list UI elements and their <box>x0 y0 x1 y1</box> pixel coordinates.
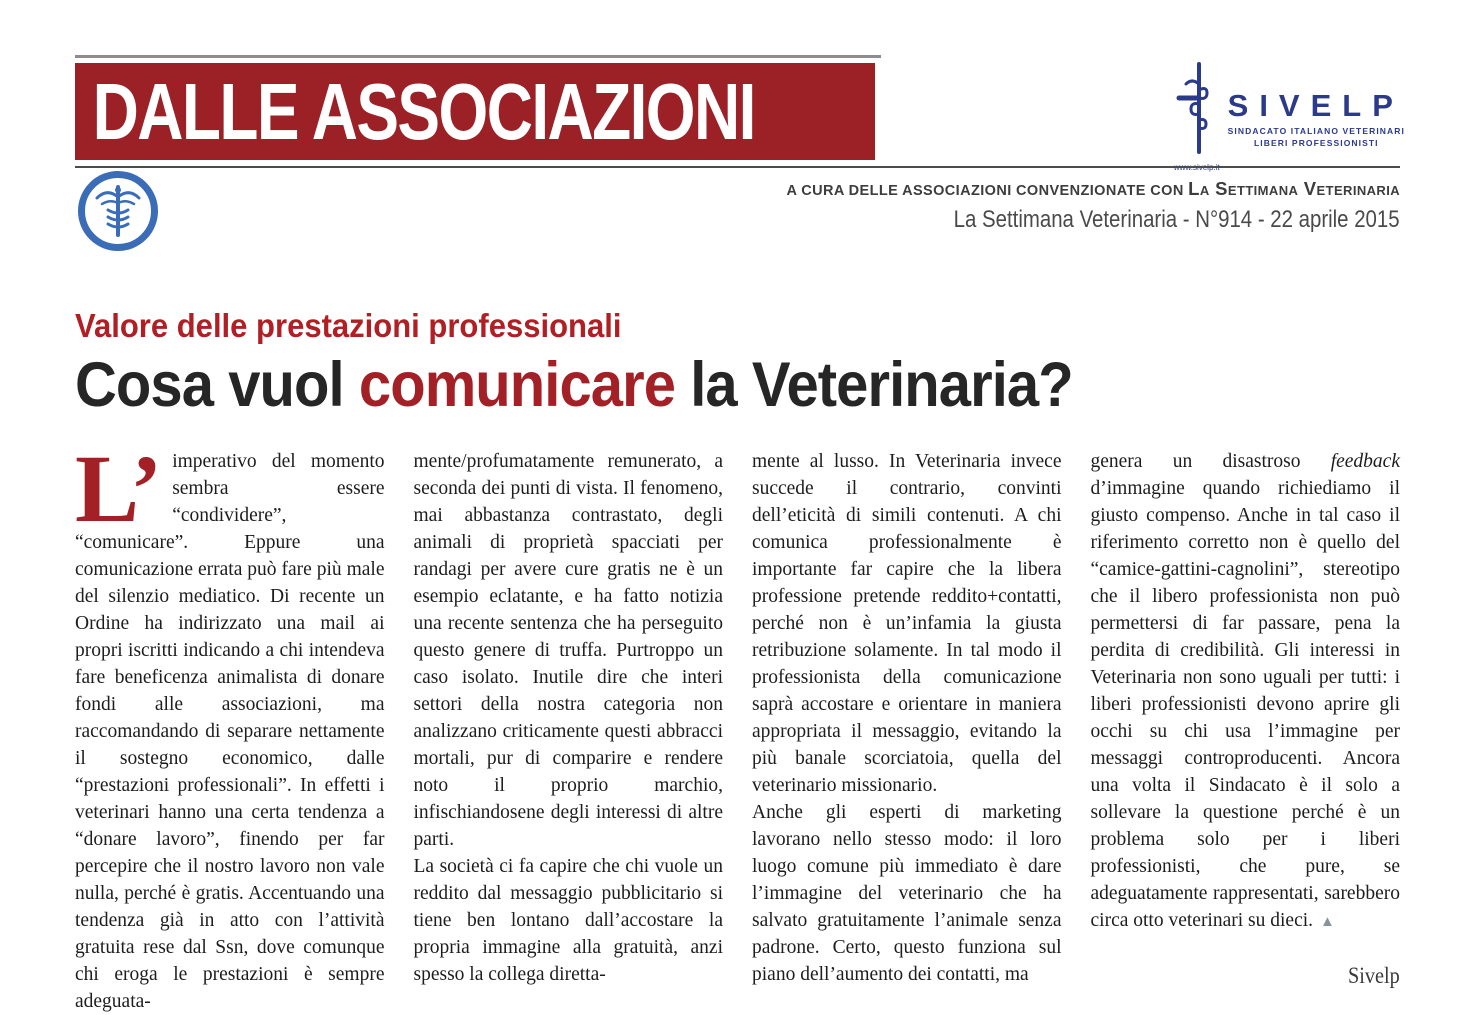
article-title <box>75 350 1400 420</box>
section-title: DALLE ASSOCIAZIONI <box>92 66 755 156</box>
caduceus-badge-icon <box>78 171 158 251</box>
logo-name: SIVELP <box>1227 88 1404 123</box>
article <box>75 306 1400 1015</box>
column-3-paragraph-2: Anche gli esperti di marketing lavorano nello stesso modo: il loro luogo comune più immediato è dare l’immagine del veterinario che ha salvato gratuitamente l’animale senza padrone. Certo, questo funziona sul piano dell’aumento dei contatti, ma <box>752 802 1062 985</box>
issue-line-wrap <box>875 206 1400 234</box>
article-kicker: Valore delle prestazioni professionali <box>75 307 622 344</box>
column-2 <box>414 448 724 1015</box>
article-columns <box>75 435 1400 1015</box>
column-1-text: imperativo del momento sembra essere “condividere”, “comunicare”. Eppure una comunicazione errata può fare più male del silenzio mediatico. Di recente un Ordine ha indirizzato una mail ai propri iscritti indicando a chi intendeva fare beneficenza animalista di donare fondi alle associazioni, ma raccomandando di separare nettamente il sostegno economico, dalle “prestazioni professionali”. In effetti i veterinari hanno una certa tendenza a “donare lavoro”, finendo per far percepire che il nostro lavoro non vale nulla, perché è gratis. Accentuando una tendenza già in atto con l’attività gratuita rese dal Ssn, dove comunque chi eroga le prestazioni è sempre adeguata- <box>75 451 385 1012</box>
column-4-text-pre: genera un disastroso <box>1090 451 1331 472</box>
column-3 <box>752 448 1062 1015</box>
title-accent: comunicare <box>358 350 676 420</box>
article-signature: Sivelp <box>1348 963 1400 988</box>
column-2-paragraph-1: mente/profumatamente remunerato, a seconda dei punti di vista. Il fenomeno, mai abbastanza contrastato, degli animali di proprietà spacciati per randagi per avere cure gratis ne è un esempio eclatante, e ha fatto notizia una recente sentenza che ha perseguito questo genere di truffa. Purtroppo un caso isolato. Inutile dire che interi settori della nostra categoria non analizzano criticamente questi abbracci mortali, pur di comparire e rendere noto il proprio marchio, infischiandosene degli interessi di altre parti. <box>413 451 723 850</box>
column-1 <box>75 435 385 1015</box>
column-4 <box>1091 448 1401 1015</box>
sivelp-logo-mark <box>1174 60 1220 172</box>
dropcap: L’ <box>75 435 163 542</box>
sivelp-logo-text <box>1228 60 1405 172</box>
logo-subtitle-1: SINDACATO ITALIANO VETERINARI <box>1227 126 1405 136</box>
column-4-paragraph <box>1091 448 1401 936</box>
logo-subtitle-2: LIBERI PROFESSIONISTI <box>1254 138 1379 148</box>
caduceus-icon <box>1176 60 1218 161</box>
tagline-prefix: A CURA DELLE ASSOCIAZIONI CONVENZIONATE CON <box>786 183 1189 199</box>
column-4-italic-word: feedback <box>1330 451 1400 472</box>
end-of-article-mark: ▲ <box>1320 914 1335 930</box>
tagline <box>787 178 1400 200</box>
sivelp-logo <box>1174 60 1405 172</box>
issue-line: La Settimana Veterinaria - N°914 - 22 aprile 2015 <box>954 206 1400 233</box>
header-rule <box>75 166 1400 168</box>
column-3-paragraph-1: mente al lusso. In Veterinaria invece succede il contrario, convinti dell’eticità di simili contenuti. A chi comunica professionalmente è importante far capire che la libera professione pretende reddito+contatti, perché non è un’infamia la giusta retribuzione solamente. In tal modo il professionista della comunicazione saprà accostare e orientare in maniera appropriata il messaggio, evitando la più banale scorciatoia, quella del veterinario missionario. <box>752 451 1062 796</box>
column-2-paragraph-2: La società ci fa capire che chi vuole un reddito dal messaggio pubblicitario si tiene ben lontano dall’accostare la propria immagine alla gratuità, anzi spesso la collega diretta- <box>413 856 723 985</box>
tagline-brand: La Settimana Veterinaria <box>1188 178 1400 199</box>
top-rule <box>75 55 881 58</box>
signature-wrap <box>1091 962 1401 991</box>
column-4-text-post: d’immagine quando richiediamo il giusto compenso. Anche in tal caso il riferimento corretto non è quello del “camice-gattini-cagnolini”, stereotipo che il libero professionista non può permettersi di far passare, pena la perdita di credibilità. Gli interessi in Veterinaria non sono uguali per tutti: i liberi professionisti devono aprire gli occhi su chi usa l’immagine per messaggi controproducenti. Ancora una volta il Sindacato è il solo a sollevare la questione perché è un problema solo per i liberi professionisti, che pure, se adeguatamente rappresentati, sarebbero circa otto veterinari su dieci. <box>1090 478 1400 931</box>
section-banner <box>75 63 875 160</box>
title-part-2: la Veterinaria? <box>675 350 1073 420</box>
title-part-1: Cosa vuol <box>75 350 359 420</box>
